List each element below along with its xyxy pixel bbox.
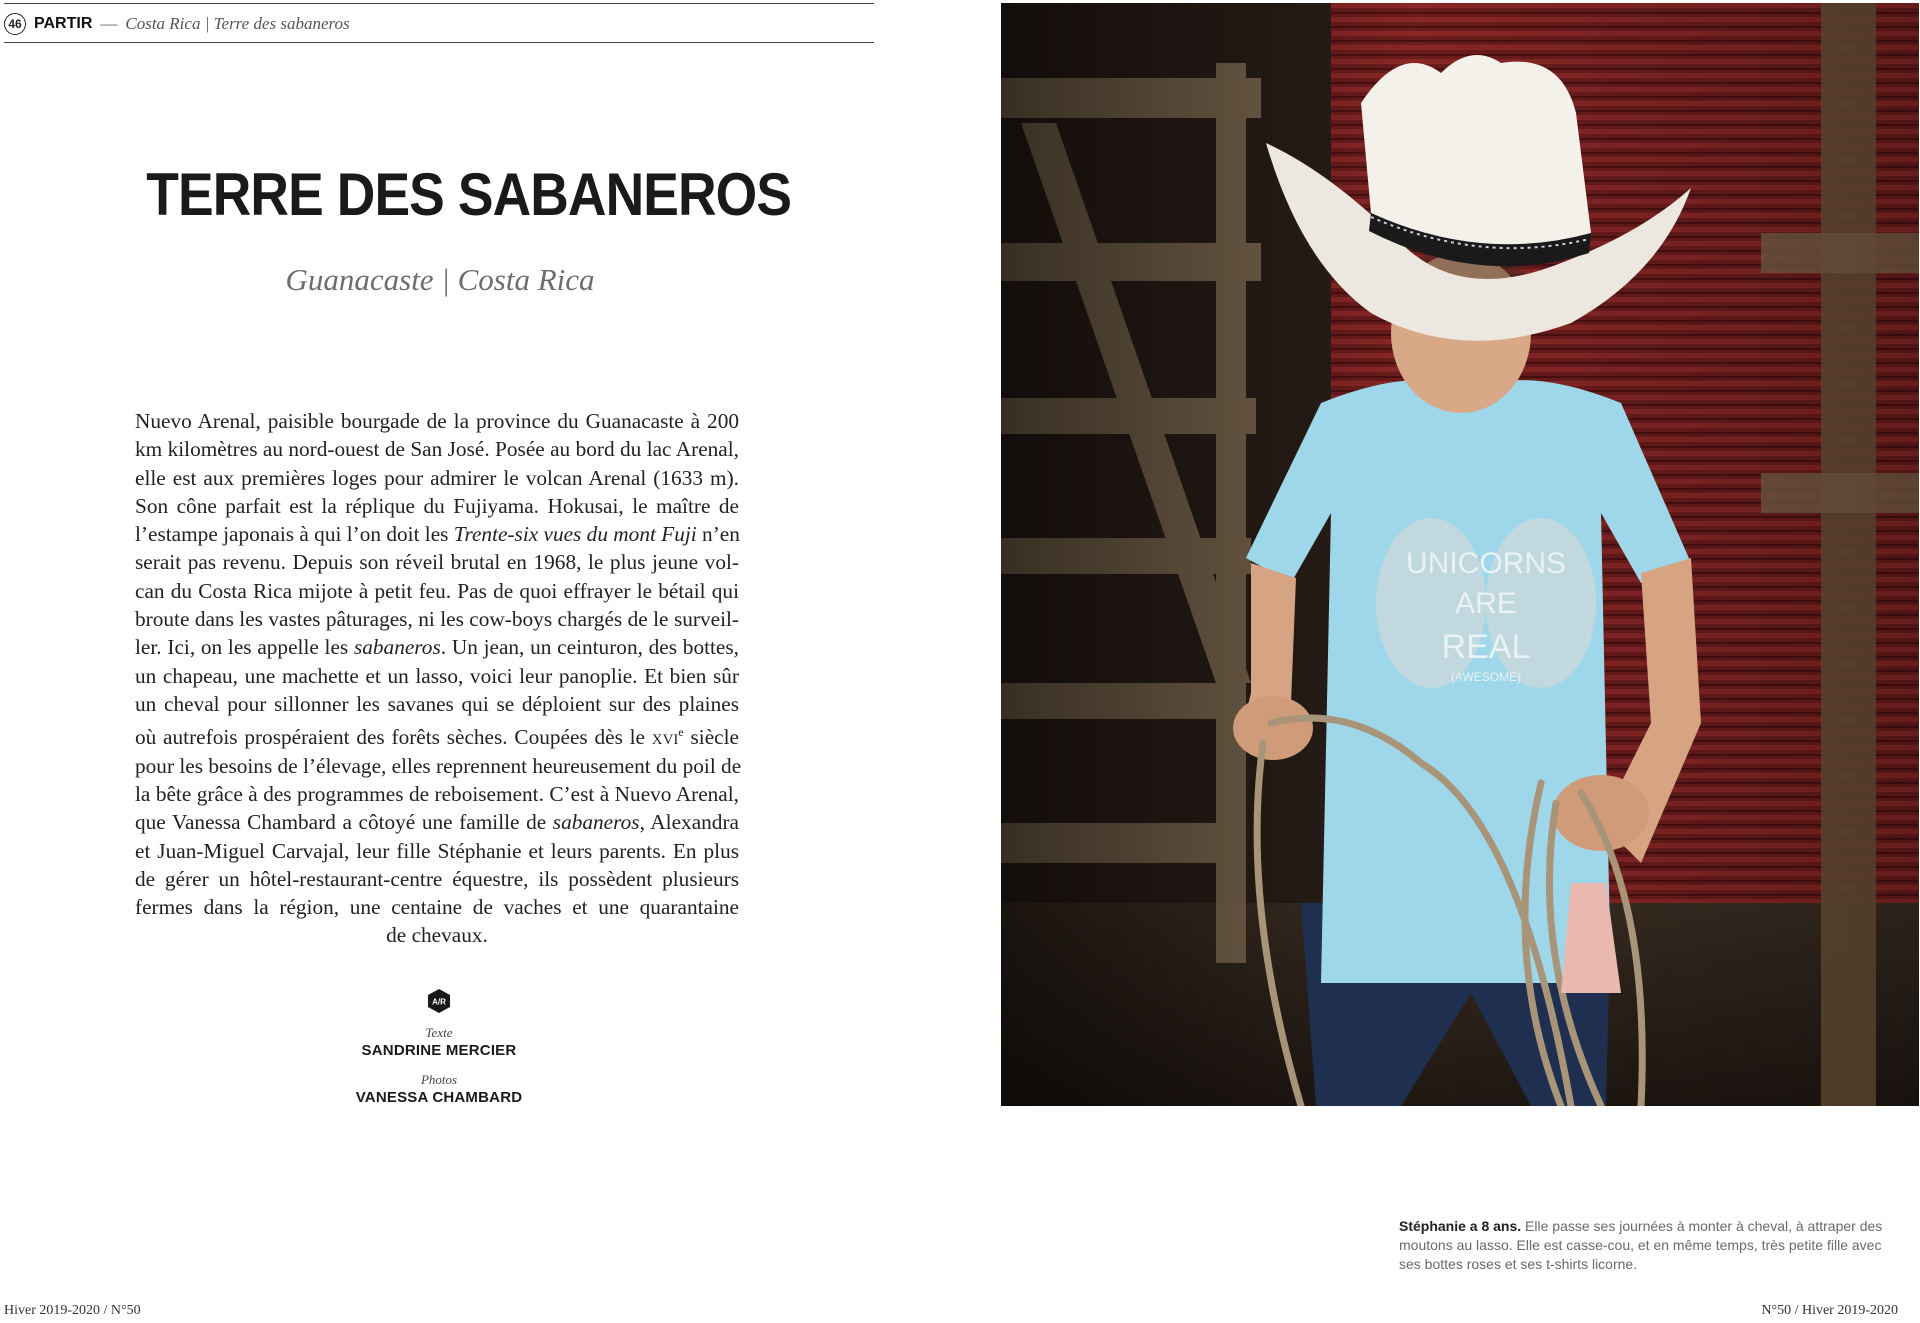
text-credit-label: Texte [425, 1025, 453, 1040]
footer-issue-left: Hiver 2019-2020 / N°50 [4, 1303, 141, 1318]
page-number-badge: 46 [4, 13, 26, 35]
italic-term: sabaneros [353, 635, 441, 660]
body-line: la bête grâce à des programmes de reboisement. C’est à Nuevo Arenal, [135, 781, 739, 806]
article-body [135, 407, 742, 950]
caption-lead: Stéphanie a 8 ans. [1399, 1218, 1522, 1234]
header-rule-top [4, 3, 874, 4]
section-subtitle: Costa Rica | Terre des sabaneros [125, 14, 350, 33]
century-numeral: xvi [651, 725, 679, 750]
header-rule-bottom [4, 42, 874, 43]
body-line: que Vanessa Chambard a côtoyé une famille de sabaneros, Alexandra [135, 810, 739, 835]
photo-credit-label: Photos [420, 1072, 458, 1087]
body-line: ler. Ici, on les appelle les sabaneros. Un jean, un ceinturon, des bottes, [135, 635, 739, 660]
italic-term: sabaneros [552, 810, 640, 835]
body-line: un cheval pour sillonner les savanes qui se déploient sur des plaines [135, 691, 739, 716]
running-header [4, 10, 350, 38]
body-line: de gérer un hôtel-restaurant-centre équestre, ils possèdent plusieurs [135, 866, 739, 891]
shirt-print-line2: ARE [1455, 587, 1517, 620]
photo-caption [1399, 1217, 1889, 1274]
body-line: de chevaux. [386, 923, 488, 948]
photo-credit-author: VANESSA CHAMBARD [355, 1089, 523, 1106]
cover-photo [1001, 3, 1919, 1106]
body-line: can du Costa Rica mijote à petit feu. Pas de quoi effrayer le bétail qui [135, 578, 739, 603]
body-line: l’estampe japonais à qui l’on doit les Trente-six vues du mont Fuji n’en [135, 522, 740, 547]
section-name: PARTIR [34, 15, 93, 32]
book-title: Trente-six vues du mont Fuji [453, 522, 697, 547]
shirt-print-line3: REAL [1441, 628, 1531, 666]
shirt-print-line4: (AWESOME) [1450, 670, 1522, 684]
body-line: elle est aux premières loges pour admirer le volcan Arenal (1633 m). [135, 465, 739, 490]
magazine-logo-badge [426, 988, 452, 1014]
section-separator: — [100, 14, 118, 33]
body-line: fermes dans la région, une centaine de vaches et une quarantaine [135, 895, 739, 920]
body-line: broute dans les vastes pâturages, ni les cow-boys chargés de le surveil- [135, 607, 739, 632]
body-line: et Juan-Miguel Carvajal, leur fille Stéphanie et leurs parents. En plus [135, 838, 739, 863]
body-line: pour les besoins de l’élevage, elles reprennent heureusement du poil de [135, 753, 742, 778]
body-line: Nuevo Arenal, paisible bourgade de la province du Guanacaste à 200 [135, 409, 739, 433]
article-title: TERRE DES SABANEROS [146, 161, 792, 228]
body-line: km kilomètres au nord-ouest de San José. Posée au bord du lac Arenal, [135, 437, 739, 462]
body-line: où autrefois prospéraient des forêts sèches. Coupées dès le xvi$^e$ siècle [135, 725, 739, 750]
shirt-print-line1: UNICORNS [1405, 547, 1567, 580]
body-line: Son cône parfait est la réplique du Fujiyama. Hokusai, le maître de [135, 493, 739, 518]
body-line: serait pas revenu. Depuis son réveil brutal en 1968, le plus jeune vol- [135, 550, 739, 575]
article-subtitle: Guanacaste | Costa Rica [285, 262, 595, 297]
century-suffix: e [678, 725, 684, 740]
logo-text: A/R [432, 997, 446, 1007]
caption-text: Elle passe ses journées à monter à cheval, à attraper des moutons au lasso. Elle est casse-cou, et en même temps, très petite fille avec ses bottes roses et ses t-shirts licorne. [1399, 1218, 1883, 1272]
body-line: un chapeau, une machette et un lasso, voici leur panoplie. Et bien sûr [135, 663, 739, 688]
photo-illustration [1001, 3, 1919, 1106]
footer-issue-right: N°50 / Hiver 2019-2020 [1761, 1303, 1898, 1318]
text-credit-author: SANDRINE MERCIER [361, 1042, 517, 1059]
left-page [0, 0, 880, 1323]
